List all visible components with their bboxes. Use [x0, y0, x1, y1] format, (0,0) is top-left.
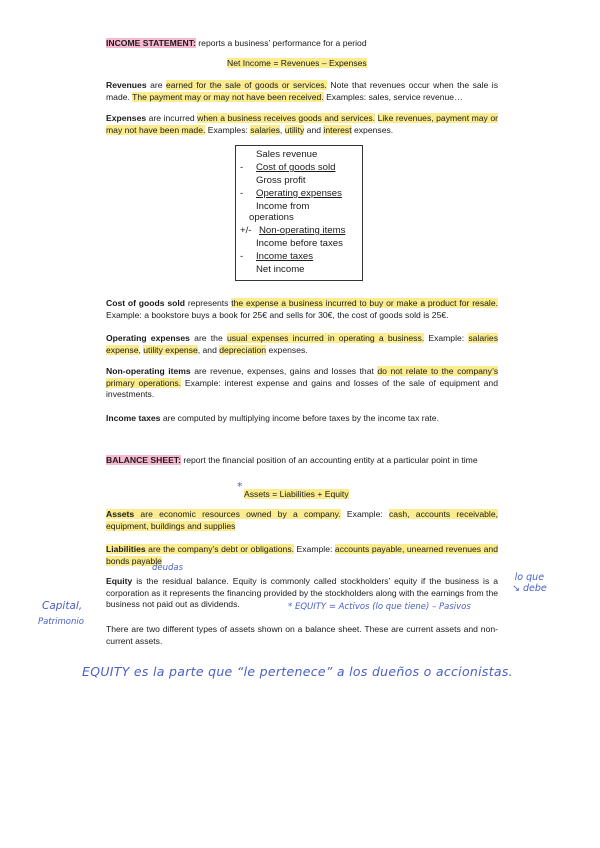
- expenses-text-6: expenses.: [351, 124, 394, 135]
- operating-text-1: are the: [189, 333, 227, 343]
- income-statement-heading: [106, 38, 498, 50]
- handwritten-deudas: deudas: [152, 563, 184, 573]
- revenues-text-1: are: [146, 80, 166, 90]
- assets-highlight-2: cash, accounts receivable, equipment, buildings and supplies: [106, 509, 498, 531]
- income-statement-description: reports a business’ performance for a period: [195, 38, 367, 48]
- non-operating-text-2: Example: interest expense and gains and losses of the sale of equipment and investments.: [106, 377, 498, 400]
- box-income-taxes: Income taxes: [256, 251, 314, 262]
- assets-term: Assets: [106, 509, 135, 519]
- net-income-formula-text: Net Income = Revenues – Expenses: [227, 58, 367, 68]
- balance-sheet-description: report the financial position of an accounting entity at a particular point in time: [180, 455, 478, 465]
- income-taxes-text-1: are computed by multiplying income before taxes by the income tax rate.: [160, 413, 439, 423]
- assets-text-1: Example:: [340, 509, 389, 519]
- expenses-highlight-1: when a business receives goods and services.: [197, 113, 376, 123]
- assets-types-paragraph: [106, 624, 498, 647]
- revenues-highlight-1: earned for the sale of goods or services.: [165, 80, 327, 90]
- revenues-term: Revenues: [106, 80, 147, 90]
- box-income-from: Income from: [256, 201, 310, 212]
- non-operating-highlight-1: do not relate to the company’s primary operations.: [106, 366, 499, 388]
- expenses-highlight-5: interest: [323, 124, 352, 135]
- income-taxes-term: Income taxes: [106, 413, 161, 423]
- operating-expenses-paragraph: [106, 333, 498, 356]
- operating-highlight-1: usual expenses incurred in operating a business.: [226, 333, 425, 343]
- operating-expenses-term: Operating expenses: [106, 333, 190, 343]
- expenses-text-3: Examples:: [205, 124, 251, 135]
- operating-highlight-3: utility expense: [143, 344, 198, 355]
- operating-text-5: expenses.: [266, 344, 308, 355]
- box-minus-1: -: [240, 162, 244, 173]
- balance-sheet-formula-text: Assets = Liabilities + Equity: [244, 489, 349, 499]
- revenues-text-2: Note that revenues occur when the sale is made.: [106, 80, 499, 102]
- liabilities-highlight-1: are the company’s debt or obligations.: [145, 544, 295, 554]
- expenses-text-1: are incurred: [146, 113, 198, 123]
- box-cost-of-goods-sold: Cost of goods sold: [256, 162, 336, 173]
- handwritten-bottom-note: EQUITY es la parte que “le pertenece” a los dueños o accionistas.: [82, 664, 513, 679]
- revenues-paragraph: [106, 80, 498, 103]
- cogs-term: Cost of goods sold: [106, 298, 186, 308]
- operating-text-3: ,: [138, 344, 144, 355]
- operating-text-2: Example:: [424, 333, 469, 343]
- handwritten-star-1: *: [237, 480, 243, 493]
- operating-text-4: , and: [197, 344, 220, 355]
- equity-text-1: is the residual balance. Equity is commonly called stockholders’ equity if the business is a corporation as it represents the financing provided by the stockholders along with the earnings from the business not paid out as dividends.: [106, 576, 498, 610]
- balance-sheet-formula: [244, 489, 349, 500]
- box-sales-revenue: Sales revenue: [256, 149, 318, 160]
- box-minus-2: -: [240, 188, 244, 199]
- cogs-text-2: Example: a bookstore buys a book for 25€ and sells for 30€, the cost of goods sold is 25€.: [106, 309, 449, 320]
- liabilities-term: Liabilities: [106, 544, 146, 554]
- assets-highlight-1: are economic resources owned by a company.: [134, 509, 341, 519]
- non-operating-term: Non-operating items: [106, 366, 191, 376]
- assets-types-text: There are two different types of assets shown on a balance sheet. These are current assets and non-current assets.: [106, 624, 498, 646]
- non-operating-paragraph: [106, 366, 498, 401]
- revenues-text-3: Examples: sales, service revenue…: [323, 91, 463, 102]
- box-income-before-taxes: Income before taxes: [256, 238, 343, 249]
- liabilities-highlight-2: accounts payable, unearned revenues and bonds payable: [106, 544, 498, 566]
- balance-sheet-heading: [106, 455, 498, 467]
- cogs-highlight-1: the expense a business incurred to buy or make a product for resale.: [231, 298, 498, 308]
- operating-highlight-4: depreciation: [219, 344, 267, 355]
- expenses-highlight-3: salaries: [250, 124, 280, 135]
- box-non-operating-items: Non-operating items: [259, 225, 346, 236]
- box-operations: operations: [249, 212, 294, 223]
- expenses-term: Expenses: [106, 113, 147, 123]
- handwritten-patrimonio: Patrimonio: [38, 617, 84, 627]
- handwritten-capital: Capital,: [42, 600, 83, 612]
- income-statement-box: [235, 145, 363, 281]
- expenses-highlight-4: utility: [284, 124, 305, 135]
- equity-term: Equity: [106, 576, 133, 586]
- income-taxes-paragraph: [106, 413, 498, 425]
- liabilities-text-1: Example:: [294, 544, 335, 554]
- expenses-text-4: ,: [279, 124, 285, 135]
- assets-paragraph: [106, 509, 498, 532]
- box-minus-3: -: [240, 251, 244, 262]
- box-gross-profit: Gross profit: [256, 175, 306, 186]
- income-statement-label: INCOME STATEMENT:: [106, 38, 196, 48]
- expenses-highlight-2: Like revenues, payment may or may not have been made.: [106, 113, 498, 135]
- cogs-text-1: represents: [185, 298, 232, 308]
- handwritten-equity-formula: * EQUITY = Activos (lo que tiene) – Pasivos: [288, 602, 471, 612]
- box-operating-expenses: Operating expenses: [256, 188, 342, 199]
- balance-sheet-label: BALANCE SHEET:: [106, 455, 181, 465]
- box-net-income: Net income: [256, 264, 305, 275]
- expenses-text-5: and: [304, 124, 324, 135]
- cogs-paragraph: [106, 298, 498, 321]
- net-income-formula: [227, 58, 367, 69]
- non-operating-text-1: are revenue, expenses, gains and losses that: [190, 366, 378, 376]
- operating-highlight-2: salaries expense: [106, 333, 498, 355]
- revenues-highlight-2: The payment may or may not have been received.: [132, 91, 324, 102]
- box-plus-minus: +/-: [240, 225, 252, 236]
- expenses-paragraph: [106, 113, 498, 136]
- handwritten-lo-que-debe: lo que ↘ debe: [512, 572, 547, 594]
